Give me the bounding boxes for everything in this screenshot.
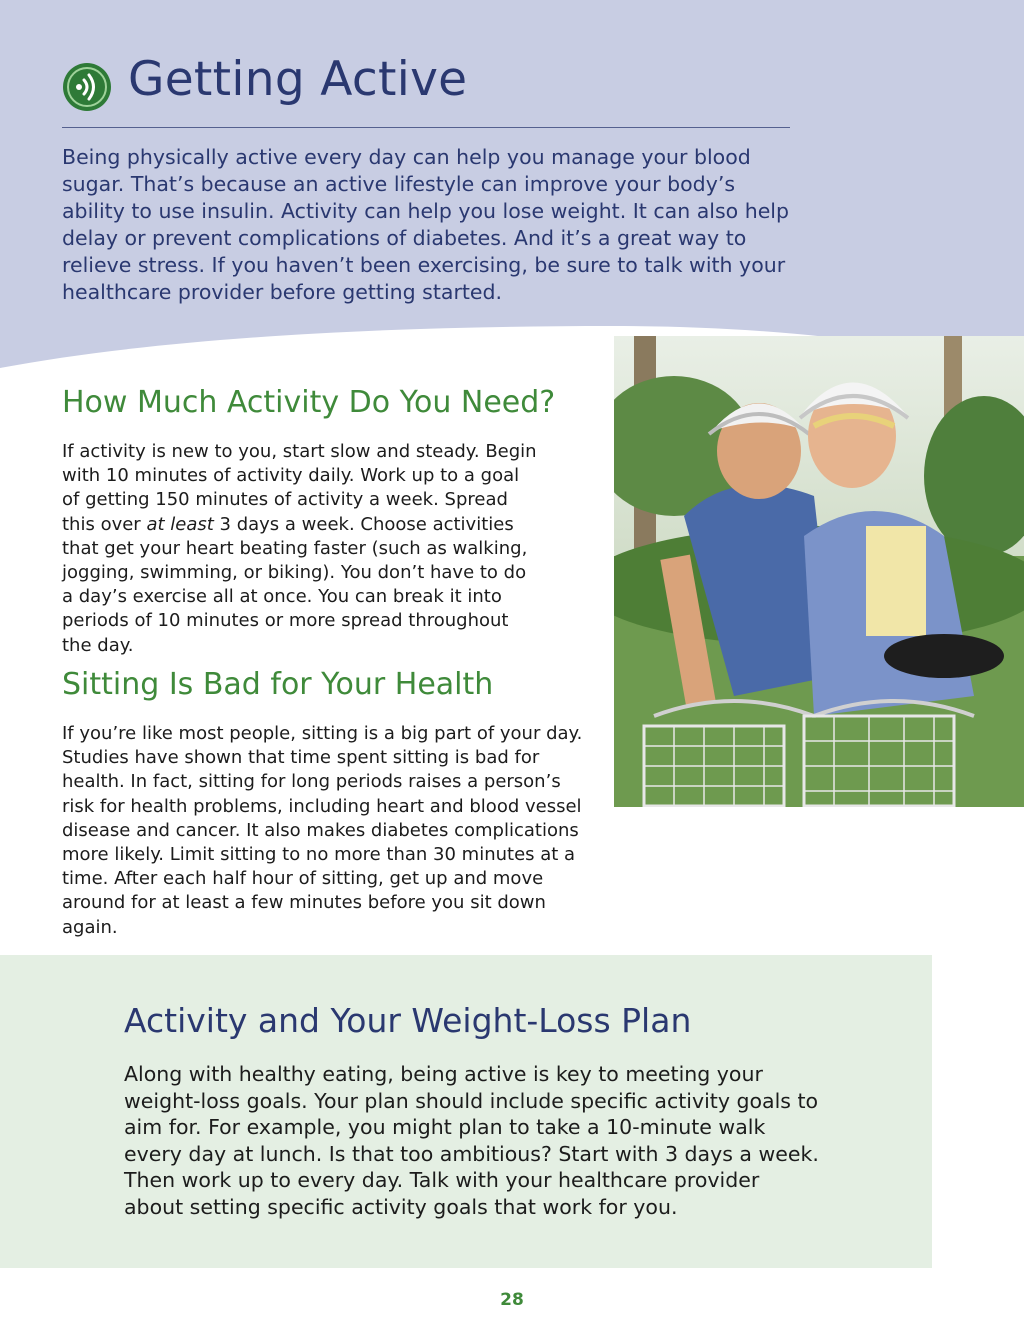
audio-waves-icon bbox=[62, 62, 112, 112]
intro-paragraph: Being physically active every day can help you manage your blood sugar. That’s because an active lifestyle can improve your body’s ability to use insulin. Activity can help you lose weight. It can also help delay or prevent complications of diabetes. And it’s a great way to relieve stress. If you haven’t been exercising, be sure to talk with your healthcare provider before getting started. bbox=[62, 145, 790, 304]
activity-heading: How Much Activity Do You Need? bbox=[62, 385, 556, 420]
weight-loss-heading: Activity and Your Weight-Loss Plan bbox=[124, 1001, 692, 1040]
emphasis-text: at least bbox=[146, 513, 214, 535]
page-number: 28 bbox=[500, 1290, 524, 1310]
title-divider bbox=[62, 127, 790, 128]
cyclists-photo bbox=[614, 336, 1024, 807]
sitting-paragraph: If you’re like most people, sitting is a big part of your day. Studies have shown that time spent sitting is bad for health. In fact, sitting for long periods raises a person’s risk for health problems, including heart and blood vessel disease and cancer. It also makes diabetes complications more likely. Limit sitting to no more than 30 minutes at a time. After each half hour of sitting, get up and move around for at least a few minutes before you sit down again. bbox=[62, 723, 583, 938]
page-title: Getting Active bbox=[128, 52, 468, 107]
sitting-heading: Sitting Is Bad for Your Health bbox=[62, 667, 494, 702]
weight-loss-paragraph: Along with healthy eating, being active is key to meeting your weight-loss goals. Your plan should include specific activity goals to aim for. For example, you might plan to take a 10-minute walk every day at lunch. Is that too ambitious? Start with 3 days a week. Then work up to every day. Talk with your healthcare provider about setting specific activity goals that work for you. bbox=[124, 1062, 819, 1219]
activity-paragraph: If activity is new to you, start slow and steady. Begin with 10 minutes of activity daily. Work up to a goal of getting 150 minutes of activity a week. Spread this over at least 3 days a week. Choose activities that get your heart beating faster (such as walking, jogging, swimming, or biking). You don’t have to do a day’s exercise all at once. You can break it into periods of 10 minutes or more spread throughout the day. bbox=[62, 441, 537, 656]
